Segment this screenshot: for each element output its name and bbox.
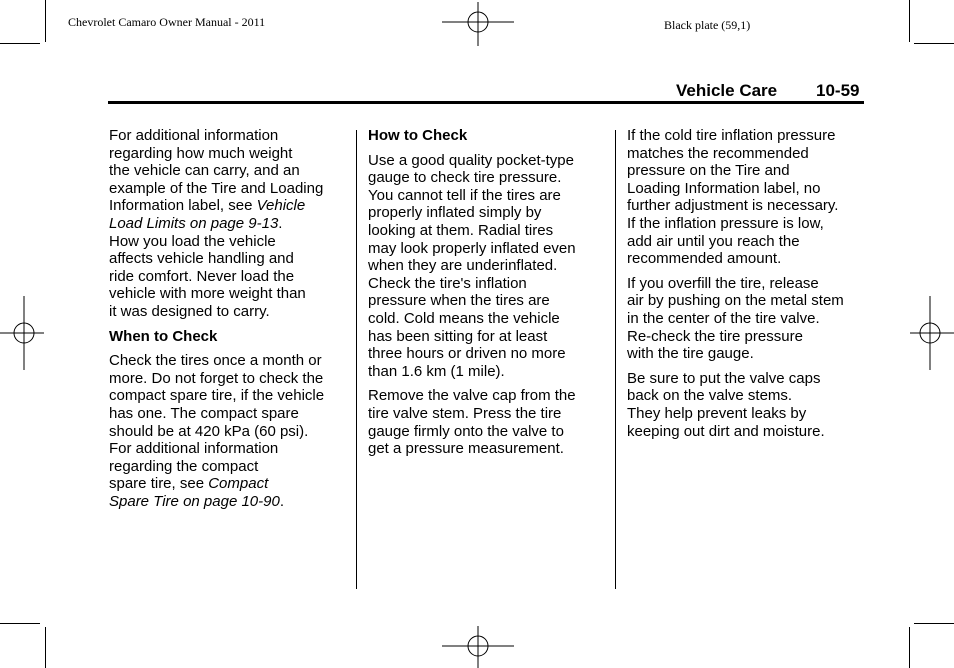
paragraph — [109, 352, 349, 510]
cross-reference: Vehicle — [256, 197, 306, 215]
text-line: If you overfill the tire, release — [627, 274, 819, 292]
text-line: may look properly inflated even — [368, 239, 576, 257]
column-divider — [615, 130, 616, 589]
plate-label: Black plate (59,1) — [664, 18, 751, 32]
section-heading: How to Check — [368, 127, 468, 144]
text-line: three hours or driven no more — [368, 345, 566, 363]
text-line: regarding the compact — [109, 457, 259, 475]
registration-mark-right — [910, 296, 954, 370]
paragraph — [368, 387, 608, 457]
registration-mark-top — [442, 2, 514, 46]
text-line: Re-check the tire pressure — [627, 327, 803, 345]
page-number: 10-59 — [816, 81, 860, 100]
text-line: They help prevent leaks by — [627, 404, 807, 422]
text-line: has been sitting for at least — [368, 327, 548, 345]
registration-mark-bottom — [442, 626, 514, 668]
header-rule — [108, 101, 864, 104]
text-line: Check the tire's inflation — [368, 274, 527, 292]
text-line: get a pressure measurement. — [368, 440, 564, 458]
text-line: vehicle with more weight than — [109, 285, 306, 303]
text-column-3 — [627, 127, 867, 447]
text-line: more. Do not forget to check the — [109, 369, 324, 387]
registration-mark-left — [0, 296, 44, 370]
text-line: it was designed to carry. — [109, 302, 270, 320]
paragraph — [627, 275, 867, 363]
cross-reference: Spare Tire on page 10-90 — [109, 492, 280, 510]
text-line: gauge firmly onto the valve to — [368, 422, 564, 440]
text-line: in the center of the tire valve. — [627, 309, 820, 327]
text-line: Use a good quality pocket-type — [368, 151, 574, 169]
text-line: recommended amount. — [627, 250, 782, 268]
text-line — [109, 215, 282, 232]
text-line: ride comfort. Never load the — [109, 267, 295, 285]
text-line: looking at them. Radial tires — [368, 221, 554, 239]
crop-mark — [45, 0, 46, 42]
document-title: Chevrolet Camaro Owner Manual - 2011 — [68, 15, 266, 29]
text-line: compact spare tire, if the vehicle — [109, 387, 325, 405]
text-line: For additional information — [109, 440, 279, 458]
text-line: Be sure to put the valve caps — [627, 369, 821, 387]
section-title: Vehicle Care — [676, 81, 778, 100]
text-column-1 — [109, 127, 349, 517]
paragraph — [109, 127, 349, 321]
text-line: matches the recommended — [627, 144, 809, 162]
text-line: You cannot tell if the tires are — [368, 186, 561, 204]
text-line: than 1.6 km (1 mile). — [368, 362, 505, 380]
crop-mark — [45, 627, 46, 668]
text-line: has one. The compact spare — [109, 404, 299, 422]
text-line: gauge to check tire pressure. — [368, 169, 562, 187]
text-line: If the inflation pressure is low, — [627, 214, 824, 232]
text-line — [109, 475, 268, 492]
text-line: If the cold tire inflation pressure — [627, 127, 836, 144]
text-line: should be at 420 kPa (60 psi). — [109, 422, 309, 440]
text-line: air by pushing on the metal stem — [627, 292, 844, 310]
crop-mark — [909, 0, 910, 42]
cross-reference: Load Limits on page 9-13 — [109, 214, 279, 232]
text-line: properly inflated simply by — [368, 204, 542, 222]
text-line: affects vehicle handling and — [109, 250, 294, 268]
section-heading: When to Check — [109, 327, 218, 345]
text-line: How you load the vehicle — [109, 232, 276, 250]
text-line — [109, 493, 284, 510]
text-segment: Information label, see — [109, 197, 257, 215]
text-column-2 — [368, 127, 608, 465]
text-line: For additional information — [109, 127, 279, 144]
crop-mark — [914, 43, 954, 44]
text-line: Remove the valve cap from the — [368, 387, 576, 405]
crop-mark — [909, 627, 910, 668]
crop-mark — [0, 43, 40, 44]
text-line: Loading Information label, no — [627, 179, 821, 197]
paragraph — [627, 127, 867, 268]
text-line: add air until you reach the — [627, 232, 800, 250]
cross-reference: Compact — [208, 475, 269, 493]
text-line: example of the Tire and Loading — [109, 179, 324, 197]
column-divider — [356, 130, 357, 589]
text-segment: spare tire, see — [109, 475, 209, 493]
text-line: pressure when the tires are — [368, 292, 550, 310]
text-line: tire valve stem. Press the tire — [368, 404, 562, 422]
text-segment: . — [278, 214, 283, 232]
text-line: when they are underinflated. — [368, 257, 558, 275]
text-line: keeping out dirt and moisture. — [627, 422, 825, 440]
text-line: regarding how much weight — [109, 144, 293, 162]
text-line: further adjustment is necessary. — [627, 197, 839, 215]
text-line: back on the valve stems. — [627, 387, 793, 405]
text-line: the vehicle can carry, and an — [109, 162, 300, 180]
text-segment: . — [279, 492, 284, 510]
crop-mark — [0, 623, 40, 624]
text-line: pressure on the Tire and — [627, 162, 790, 180]
crop-mark — [914, 623, 954, 624]
text-line — [109, 197, 305, 214]
paragraph — [368, 152, 608, 381]
text-line: cold. Cold means the vehicle — [368, 309, 560, 327]
paragraph — [627, 370, 867, 440]
text-line: with the tire gauge. — [627, 345, 754, 363]
text-line: Check the tires once a month or — [109, 352, 322, 370]
